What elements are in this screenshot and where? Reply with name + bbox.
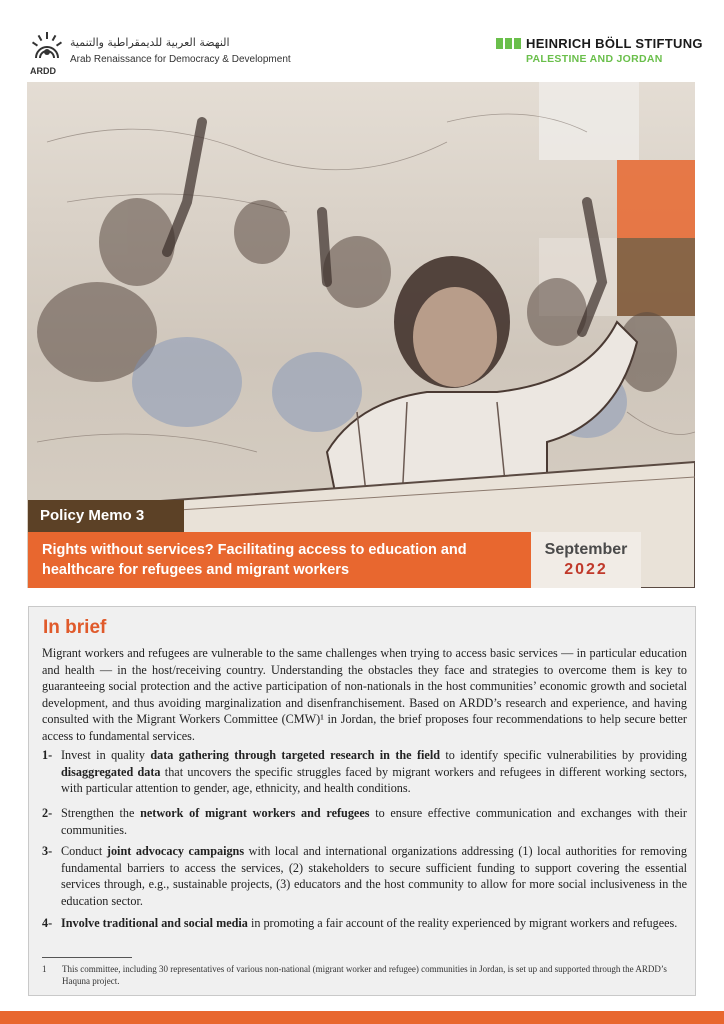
date-month: September: [544, 541, 628, 558]
ardd-english-name: Arab Renaissance for Democracy & Development: [70, 54, 291, 65]
recommendation-3: 3- Conduct joint advocacy campaigns with local and international organizations addressing (1) local authorities for removing fundamental barriers to access the services, (2) stakeholders to secure sufficient funding to support covering the essential services through, e.g., sustainable projects, (3) educators and the host community to allow for more social inclusiveness in the education sector.: [42, 844, 687, 908]
ardd-arabic-name: النهضة العربية للديمقراطية والتنمية: [70, 36, 230, 49]
footnote: [42, 963, 687, 987]
in-brief-panel: [28, 606, 696, 996]
date-year: 2022: [564, 561, 608, 578]
in-brief-heading: In brief: [43, 617, 107, 638]
policy-memo-label: Policy Memo 3: [28, 500, 184, 532]
document-title: Rights without services? Facilitating access to education and healthcare for refugees and migrant workers: [42, 542, 467, 578]
footnote-mark: 1: [42, 964, 47, 974]
ardd-logo: [30, 28, 295, 78]
hbs-bars-icon: [496, 38, 522, 49]
recommendation-4: 4- Involve traditional and social media in promoting a fair account of the reality experienced by migrant workers and refugees.: [42, 916, 678, 930]
footnote-text: This committee, including 30 representatives of various non-national (migrant worker and refugee) communities in Jordan, is set up and supported through the ARDD’s Haquna project.: [62, 964, 667, 986]
date-box: [531, 532, 641, 588]
ardd-abbreviation: ARDD: [30, 66, 56, 76]
recommendation-2: 2- Strengthen the network of migrant workers and refugees to ensure effective communication and exchanges with their communities.: [42, 806, 687, 837]
recommendation-number: 3-: [42, 844, 53, 858]
in-brief-intro: Migrant workers and refugees are vulnerable to the same challenges when trying to access basic services — in particular education and health — in the host/receiving country. Understanding the obstacles they face and strategies to overcome them is key to guaranteeing social protection and the active participation of non-nationals in the host communities’ economic growth and societal development, and thus avoiding marginalization and disenfranchisement. Based on ARDD’s research and experience, and having consulted with the Migrant Workers Committee (CMW)¹ in Jordan, the brief proposes four recommendations to help secure better access to fundamental services.: [42, 646, 687, 743]
recommendation-1: 1- Invest in quality data gathering through targeted research in the field to identify specific vulnerabilities by providing disaggregated data that uncovers the specific struggles faced by migrant workers and refugees in different working sectors, with particular attention to gender, age, ethnicity, and health conditions.: [42, 748, 687, 796]
recommendation-number: 2-: [42, 806, 53, 820]
hbs-logo: [496, 36, 703, 70]
recommendation-number: 1-: [42, 748, 53, 762]
bottom-accent-bar: [0, 1011, 724, 1024]
hbs-name: HEINRICH BÖLL STIFTUNG: [526, 36, 703, 51]
hbs-region: PALESTINE AND JORDAN: [526, 53, 663, 65]
recommendation-number: 4-: [42, 916, 53, 930]
footnote-divider: [42, 957, 132, 958]
title-band: [28, 532, 531, 588]
